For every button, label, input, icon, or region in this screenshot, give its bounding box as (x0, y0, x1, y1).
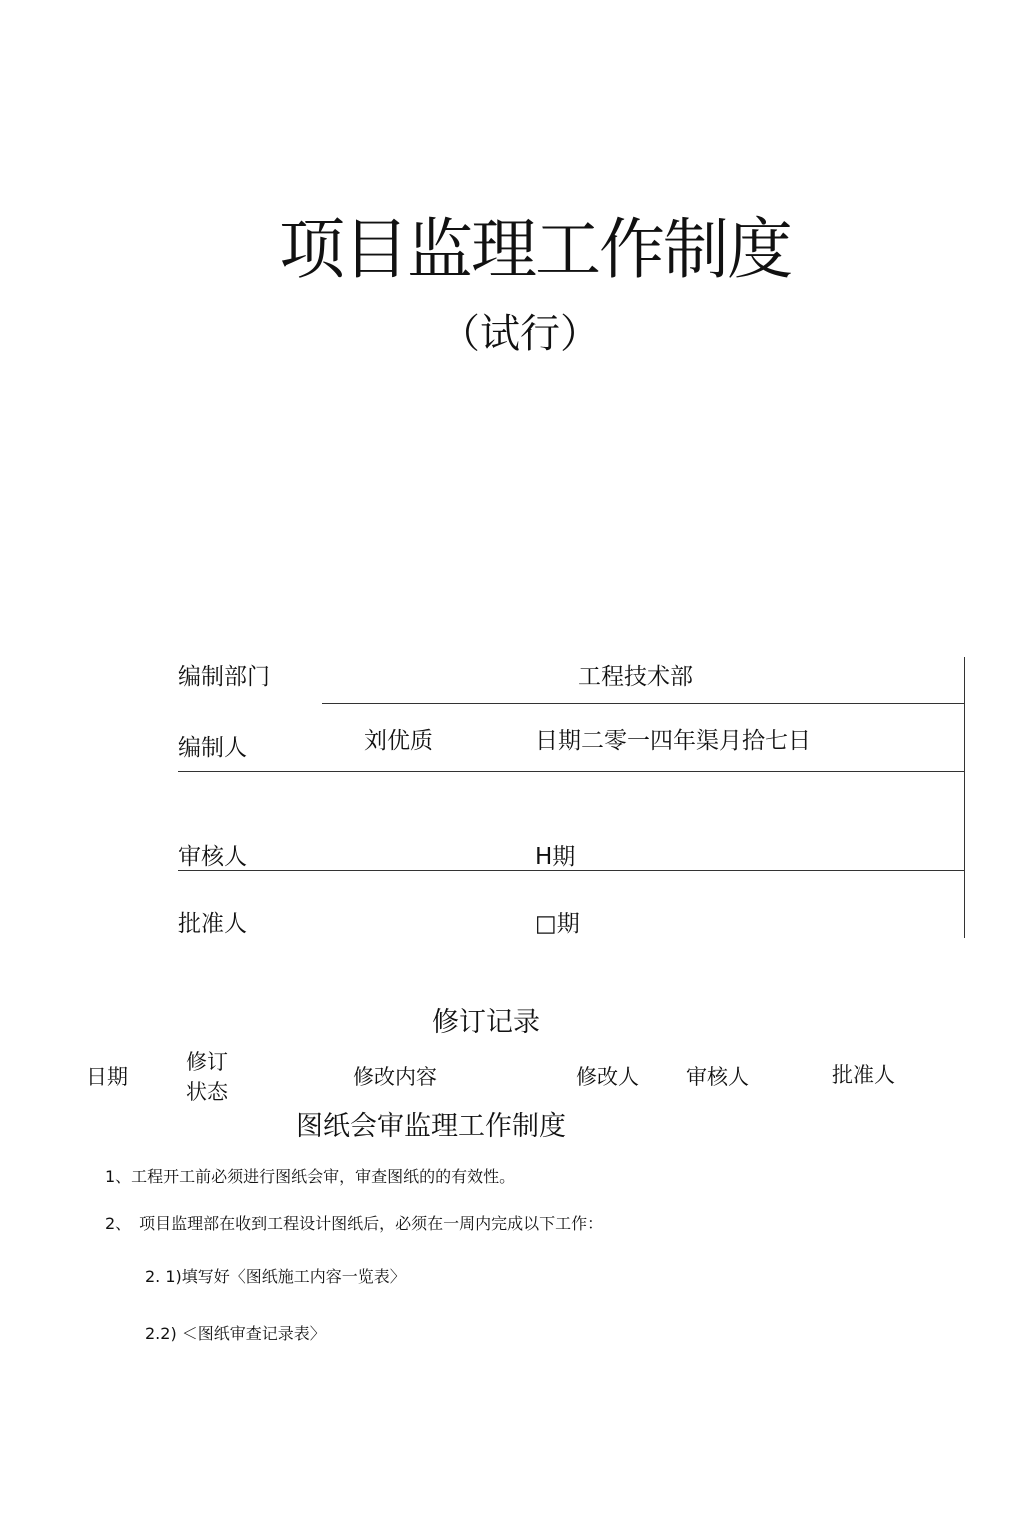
reviewer-date: H期 (535, 844, 576, 870)
approver-label: 批准人 (178, 911, 247, 937)
table-rule (178, 771, 965, 772)
table-rule (322, 703, 965, 704)
list-item: 1、工程开工前必须进行图纸会审，审查图纸的的有效性。 (105, 1167, 516, 1186)
author-date: 日期二零一四年渠月拾七日 (535, 728, 811, 754)
col-status-line2: 状态 (186, 1080, 228, 1104)
dept-label: 编制部门 (178, 664, 270, 690)
author-value: 刘优质 (364, 728, 433, 754)
col-content: 修改内容 (353, 1065, 437, 1089)
table-right-border (964, 657, 965, 938)
col-approver: 批准人 (832, 1063, 895, 1087)
col-status-line1: 修订 (186, 1050, 228, 1074)
list-item: 2. 1)填写好〈图纸施工内容一览表〉 (145, 1267, 406, 1286)
list-item: 2.2) ＜图纸审查记录表〉 (145, 1324, 326, 1343)
col-reviewer: 审核人 (686, 1065, 749, 1089)
author-label: 编制人 (178, 735, 247, 761)
col-date: 日期 (86, 1065, 128, 1089)
dept-value: 工程技术部 (578, 664, 693, 690)
reviewer-label: 审核人 (178, 844, 247, 870)
document-title: 项目监理工作制度 (279, 211, 791, 288)
list-item: 2、 项目监理部在收到工程设计图纸后，必须在一周内完成以下工作： (105, 1214, 604, 1233)
col-modifier: 修改人 (576, 1065, 639, 1089)
table-rule (178, 870, 965, 871)
revision-title: 修订记录 (432, 1007, 540, 1038)
document-subtitle: （试行） (440, 311, 600, 357)
approver-date: □期 (535, 911, 580, 937)
section-title: 图纸会审监理工作制度 (296, 1111, 566, 1142)
